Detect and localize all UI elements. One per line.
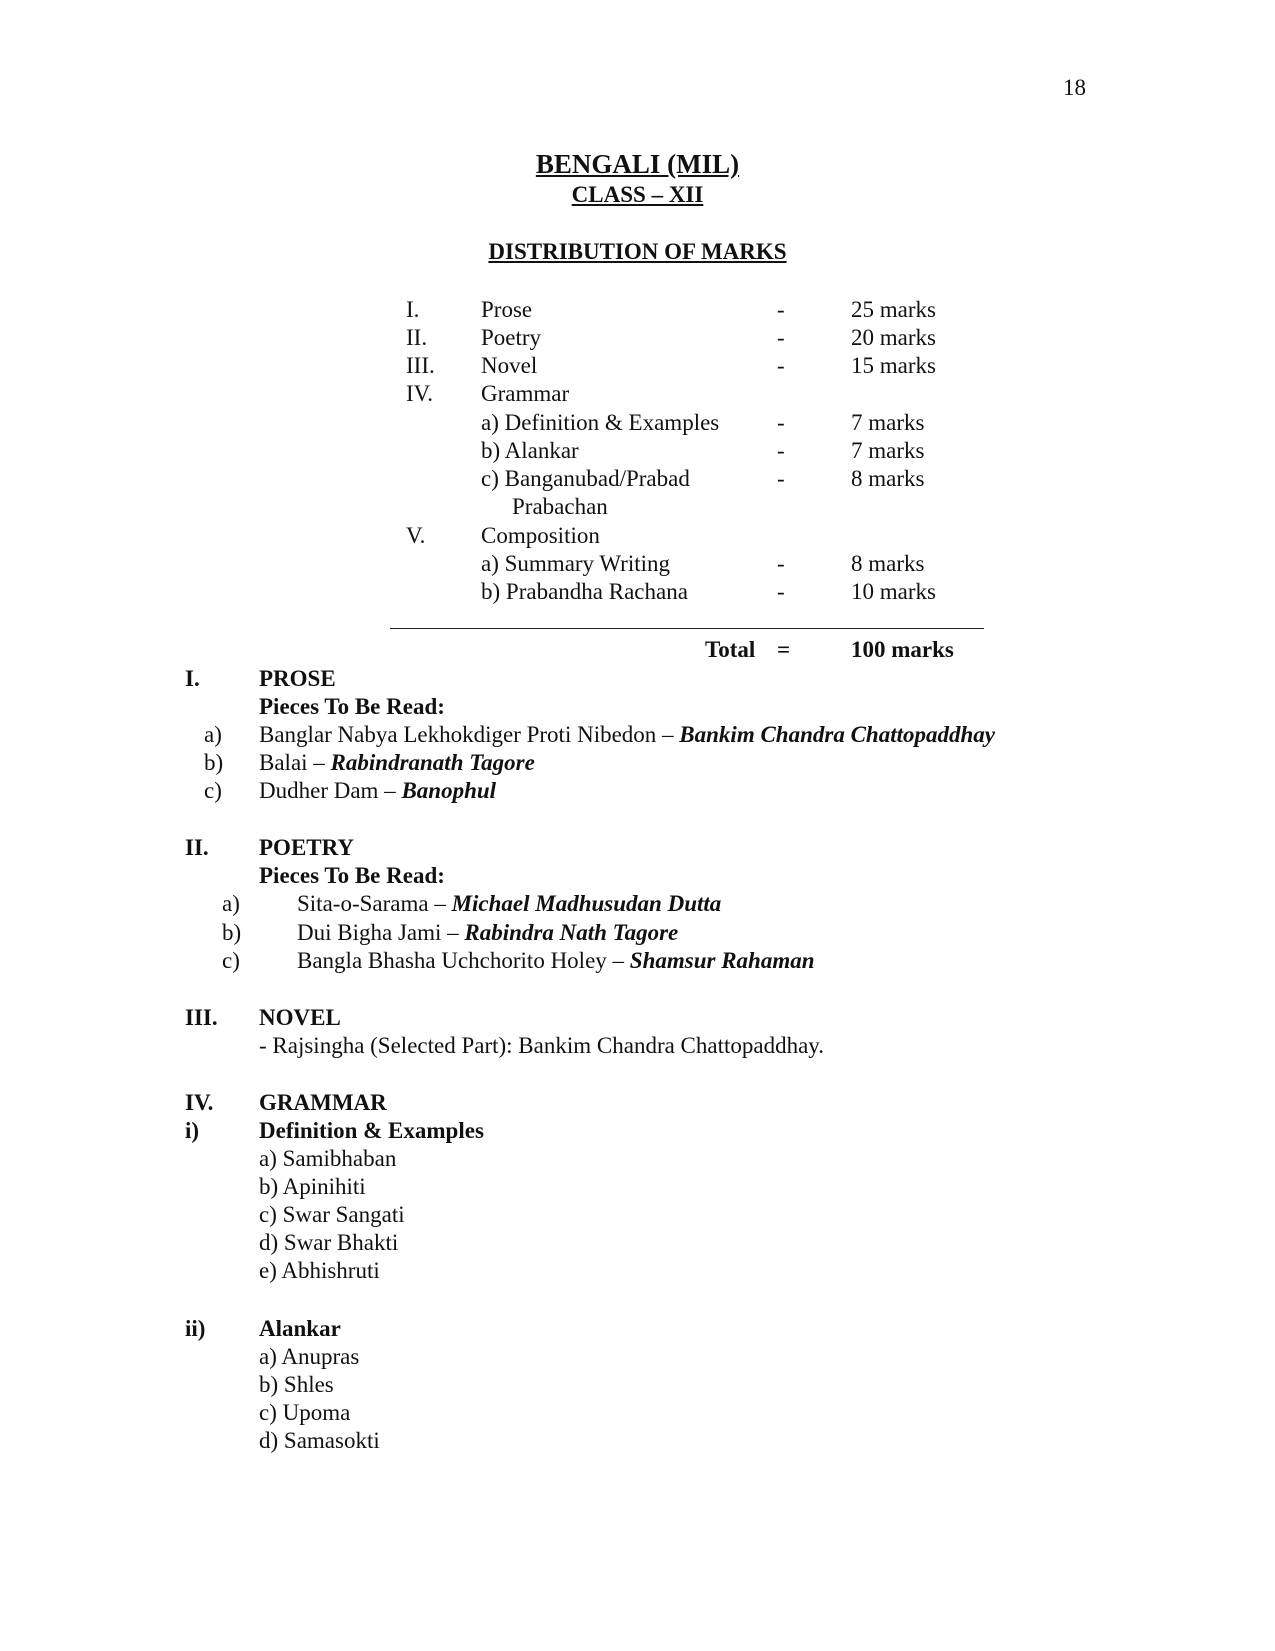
piece-title: Banglar Nabya Lekhokdiger Proti Nibedon – — [259, 722, 680, 747]
list-item — [297, 921, 678, 944]
piece-title: Balai – — [259, 750, 331, 775]
dist-marks: 10 marks — [851, 579, 936, 604]
list-item: b) Shles — [259, 1372, 334, 1397]
section-heading: PROSE — [259, 666, 336, 691]
dist-label: c) Banganubad/Prabad — [481, 466, 690, 491]
list-item: d) Swar Bhakti — [259, 1230, 399, 1255]
dist-num: IV. — [406, 381, 434, 406]
section-number: I. — [185, 666, 200, 691]
total-divider — [390, 628, 984, 629]
dist-num: II. — [406, 325, 428, 350]
dist-label: a) Summary Writing — [481, 551, 671, 576]
piece-title: Dudher Dam – — [259, 778, 402, 803]
list-item: b) Apinihiti — [259, 1174, 366, 1199]
piece-author: Michael Madhusudan Dutta — [451, 891, 722, 916]
piece-title: Bangla Bhasha Uchchorito Holey – — [297, 948, 630, 973]
subsection-number: i) — [185, 1118, 200, 1143]
subsection-heading: Definition & Examples — [259, 1118, 484, 1143]
dist-marks: 7 marks — [851, 438, 925, 463]
total-marks: 100 marks — [851, 637, 954, 662]
section-number: III. — [185, 1005, 218, 1030]
item-letter: c) — [222, 948, 240, 973]
piece-author: Shamsur Rahaman — [629, 948, 815, 973]
list-item: d) Samasokti — [259, 1428, 380, 1453]
dist-label: Prose — [481, 297, 533, 322]
dist-dash: - — [777, 438, 785, 463]
total-label: Total — [705, 637, 756, 662]
total-equals: = — [777, 637, 791, 662]
dist-dash: - — [777, 579, 785, 604]
dist-marks: 8 marks — [851, 466, 925, 491]
piece-author: Rabindranath Tagore — [330, 750, 535, 775]
dist-label: Grammar — [481, 381, 570, 406]
dist-label-continued: Prabachan — [512, 494, 608, 519]
list-item: a) Samibhaban — [259, 1146, 397, 1171]
page-subtitle: CLASS – XII — [571, 182, 704, 207]
piece-author: Bankim Chandra Chattopaddhay — [679, 722, 995, 747]
dist-num: I. — [406, 297, 420, 322]
dist-label: Novel — [481, 353, 538, 378]
piece-title: Dui Bigha Jami – — [297, 920, 465, 945]
section-number: II. — [185, 835, 209, 860]
list-item — [259, 723, 995, 746]
piece-author: Rabindra Nath Tagore — [464, 920, 679, 945]
list-item — [297, 892, 721, 915]
subsection-heading: Alankar — [259, 1316, 341, 1341]
page-title: BENGALI (MIL) — [535, 149, 740, 179]
subsection-number: ii) — [185, 1316, 206, 1341]
dist-num: III. — [406, 353, 435, 378]
distribution-heading: DISTRIBUTION OF MARKS — [488, 239, 787, 264]
dist-num: V. — [406, 523, 426, 548]
novel-text: - Rajsingha (Selected Part): Bankim Chandra Chattopaddhay. — [259, 1033, 825, 1058]
list-item: a) Anupras — [259, 1344, 360, 1369]
dist-marks: 15 marks — [851, 353, 936, 378]
item-letter: c) — [204, 778, 222, 803]
list-item — [297, 949, 815, 972]
list-item: c) Upoma — [259, 1400, 351, 1425]
dist-dash: - — [777, 410, 785, 435]
section-heading: GRAMMAR — [259, 1090, 387, 1115]
dist-label: Composition — [481, 523, 600, 548]
dist-dash: - — [777, 325, 785, 350]
list-item: e) Abhishruti — [259, 1258, 380, 1283]
dist-label: a) Definition & Examples — [481, 410, 720, 435]
section-heading: POETRY — [259, 835, 355, 860]
section-subheading: Pieces To Be Read: — [259, 863, 445, 888]
section-number: IV. — [185, 1090, 214, 1115]
dist-label: b) Alankar — [481, 438, 579, 463]
section-subheading: Pieces To Be Read: — [259, 694, 445, 719]
piece-title: Sita-o-Sarama – — [297, 891, 452, 916]
dist-marks: 20 marks — [851, 325, 936, 350]
item-letter: b) — [204, 750, 224, 775]
dist-dash: - — [777, 297, 785, 322]
dist-label: b) Prabandha Rachana — [481, 579, 688, 604]
dist-label: Poetry — [481, 325, 542, 350]
dist-marks: 7 marks — [851, 410, 925, 435]
list-item — [259, 751, 535, 774]
dist-marks: 25 marks — [851, 297, 936, 322]
section-heading: NOVEL — [259, 1005, 341, 1030]
item-letter: b) — [222, 920, 242, 945]
dist-dash: - — [777, 551, 785, 576]
item-letter: a) — [222, 891, 240, 916]
dist-dash: - — [777, 353, 785, 378]
dist-dash: - — [777, 466, 785, 491]
item-letter: a) — [204, 722, 222, 747]
list-item — [259, 779, 496, 802]
dist-marks: 8 marks — [851, 551, 925, 576]
list-item: c) Swar Sangati — [259, 1202, 405, 1227]
piece-author: Banophul — [401, 778, 497, 803]
page-number: 18 — [1063, 75, 1086, 100]
